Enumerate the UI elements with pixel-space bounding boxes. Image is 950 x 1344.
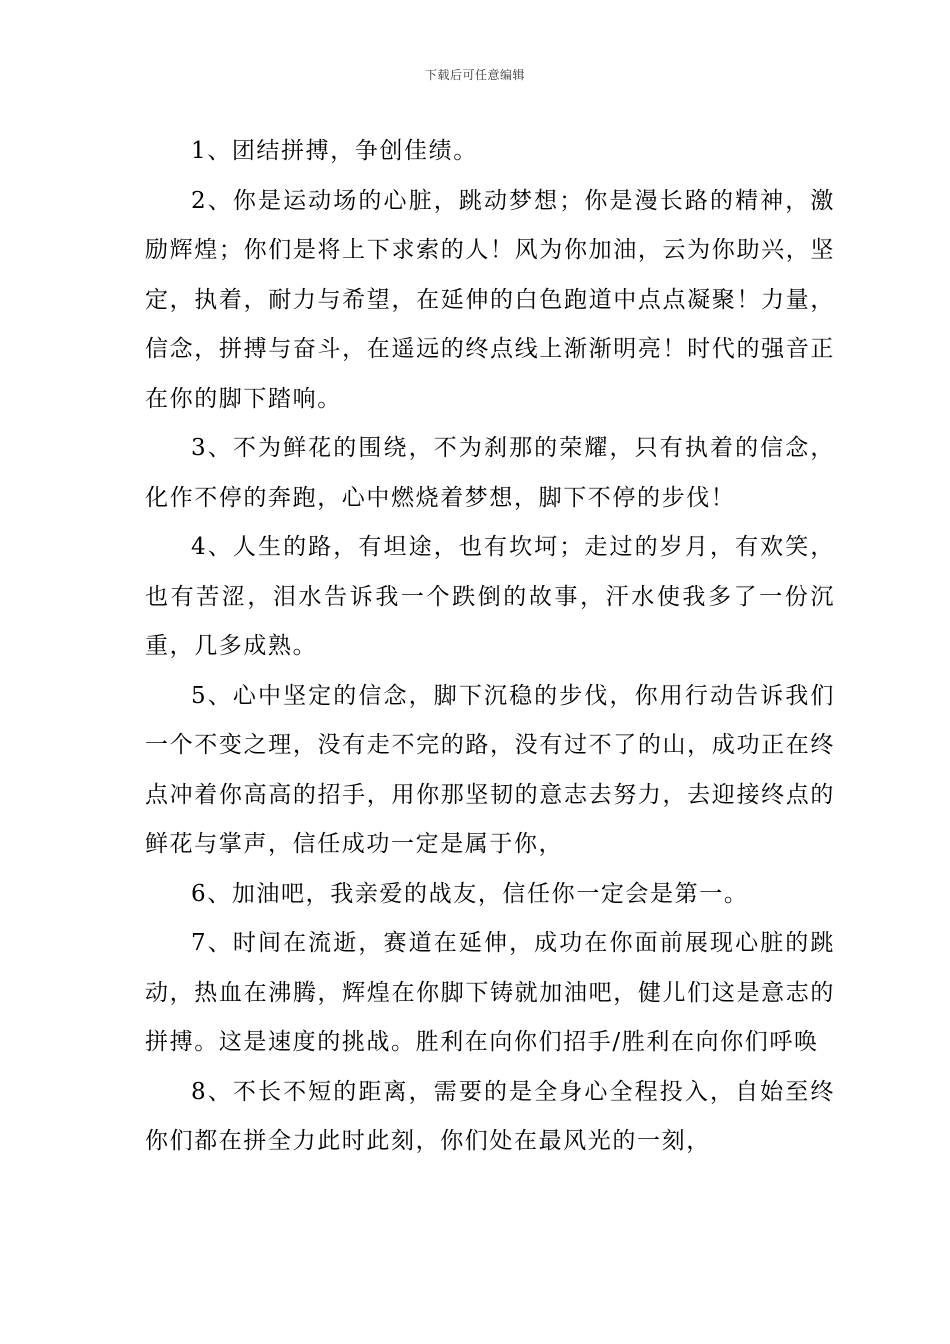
paragraph-6: 6、加油吧，我亲爱的战友，信任你一定会是第一。 bbox=[191, 880, 749, 907]
paragraph-2: 2、你是运动场的心脏，跳动梦想；你是漫长路的精神，激励辉煌；你们是将上下求索的人！风为你加油，云为你助兴，坚定，执着，耐力与希望，在延伸的白色跑道中点点凝聚！力量，信念，拼搏与奋斗，在遥远的终点线上渐渐明亮！时代的强音正在你的脚下踏响。 bbox=[145, 187, 835, 412]
paragraph-3: 3、不为鲜花的围绕，不为刹那的荣耀，只有执着的信念，化作不停的奔跑，心中燃烧着梦想，脚下不停的步伐！ bbox=[145, 435, 835, 511]
paragraph-7: 7、时间在流逝，赛道在延伸，成功在你面前展现心脏的跳动，热血在沸腾，辉煌在你脚下铸就加油吧，健儿们这是意志的拼搏。这是速度的挑战。胜利在向你们招手/胜利在向你们呼唤 bbox=[145, 930, 835, 1055]
paragraph-1: 1、团结拼搏，争创佳绩。 bbox=[191, 138, 478, 164]
header-note: 下载后可任意编辑 bbox=[424, 68, 525, 82]
paragraph-8: 8、不长不短的距离，需要的是全身心全程投入，自始至终你们都在拼全力此时此刻，你们处在最风光的一刻， bbox=[145, 1078, 835, 1154]
document-body bbox=[145, 127, 835, 1167]
paragraph-4: 4、人生的路，有坦途，也有坎坷；走过的岁月，有欢笑，也有苦涩，泪水告诉我一个跌倒的故事，汗水使我多了一份沉重，几多成熟。 bbox=[145, 534, 835, 659]
paragraph-5: 5、心中坚定的信念，脚下沉稳的步伐，你用行动告诉我们一个不变之理，没有走不完的路，没有过不了的山，成功正在终点冲着你高高的招手，用你那坚韧的意志去努力，去迎接终点的鲜花与掌声，信任成功一定是属于你， bbox=[145, 682, 835, 857]
